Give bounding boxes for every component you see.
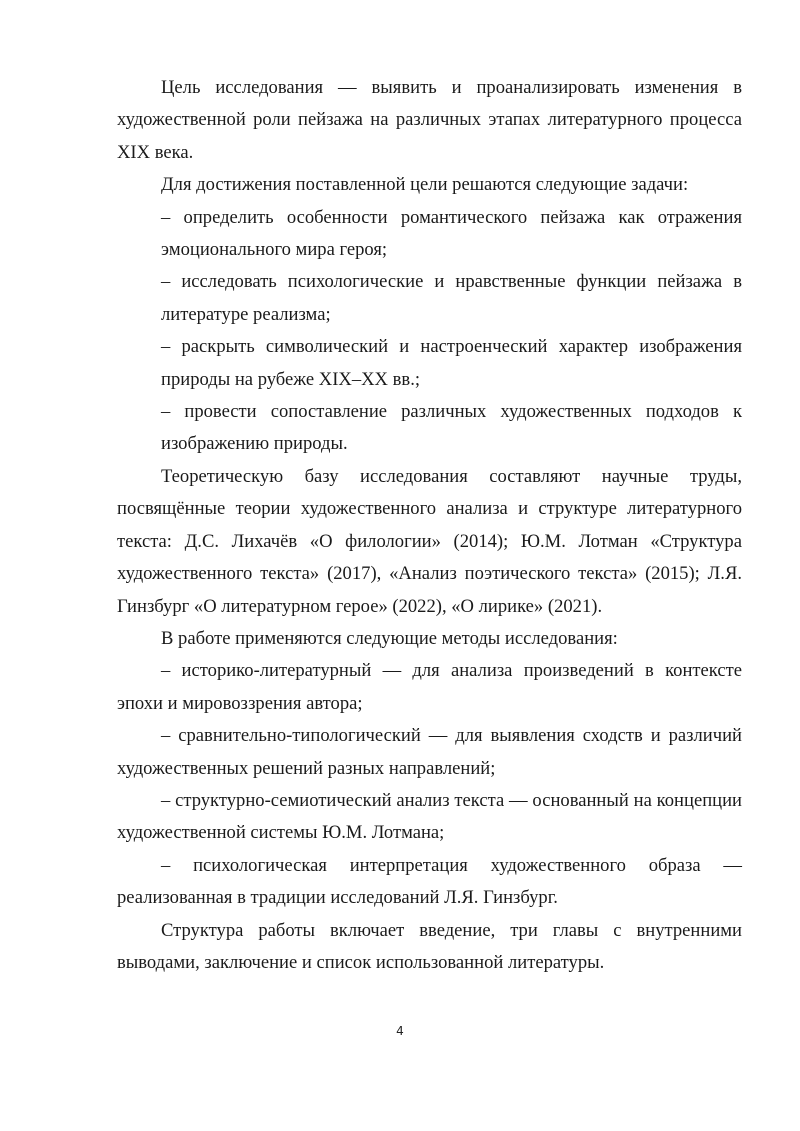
paragraph-theory-base: Теоретическую базу исследования составляют научные труды, посвящённые теории художественного анализа и структуре литературного текста: Д.С. Лихачёв «О филологии» (2014); Ю.М. Лотман «Структура художественного текста» (2017), «Анализ поэтического текста» (2015); Л.Я. Гинзбург «О литературном герое» (2022), «О лирике» (2021).: [117, 465, 742, 617]
page-number: 4: [396, 1024, 404, 1038]
list-item-method-4: – психологическая интерпретация художественного образа — реализованная в традиции исследований Л.Я. Гинзбург.: [117, 854, 742, 909]
body-text: [117, 72, 742, 979]
list-item-task-4: – провести сопоставление различных художественных подходов к изображению природы.: [161, 401, 742, 455]
paragraph-structure: Структура работы включает введение, три главы с внутренними выводами, заключение и список использованной литературы.: [117, 919, 742, 973]
paragraph-goal: Цель исследования — выявить и проанализировать изменения в художественной роли пейзажа на различных этапах литературного процесса XIX века.: [117, 77, 742, 163]
list-item-method-2: – сравнительно-типологический — для выявления сходств и различий художественных решений разных направлений;: [117, 725, 742, 779]
paragraph-tasks-intro: Для достижения поставленной цели решаются следующие задачи:: [161, 174, 689, 196]
list-item-task-3: – раскрыть символический и настроенческий характер изображения природы на рубеже XIX–XX вв.;: [161, 336, 742, 390]
list-item-task-2: – исследовать психологические и нравственные функции пейзажа в литературе реализма;: [161, 271, 742, 325]
list-item-task-1: – определить особенности романтического пейзажа как отражения эмоционального мира героя;: [161, 206, 742, 261]
list-item-method-3: – структурно-семиотический анализ текста — основанный на концепции художественной системы Ю.М. Лотмана;: [117, 789, 742, 844]
list-item-method-1: – историко-литературный — для анализа произведений в контексте эпохи и мировоззрения автора;: [117, 660, 742, 714]
paragraph-methods-intro: В работе применяются следующие методы исследования:: [161, 627, 618, 649]
